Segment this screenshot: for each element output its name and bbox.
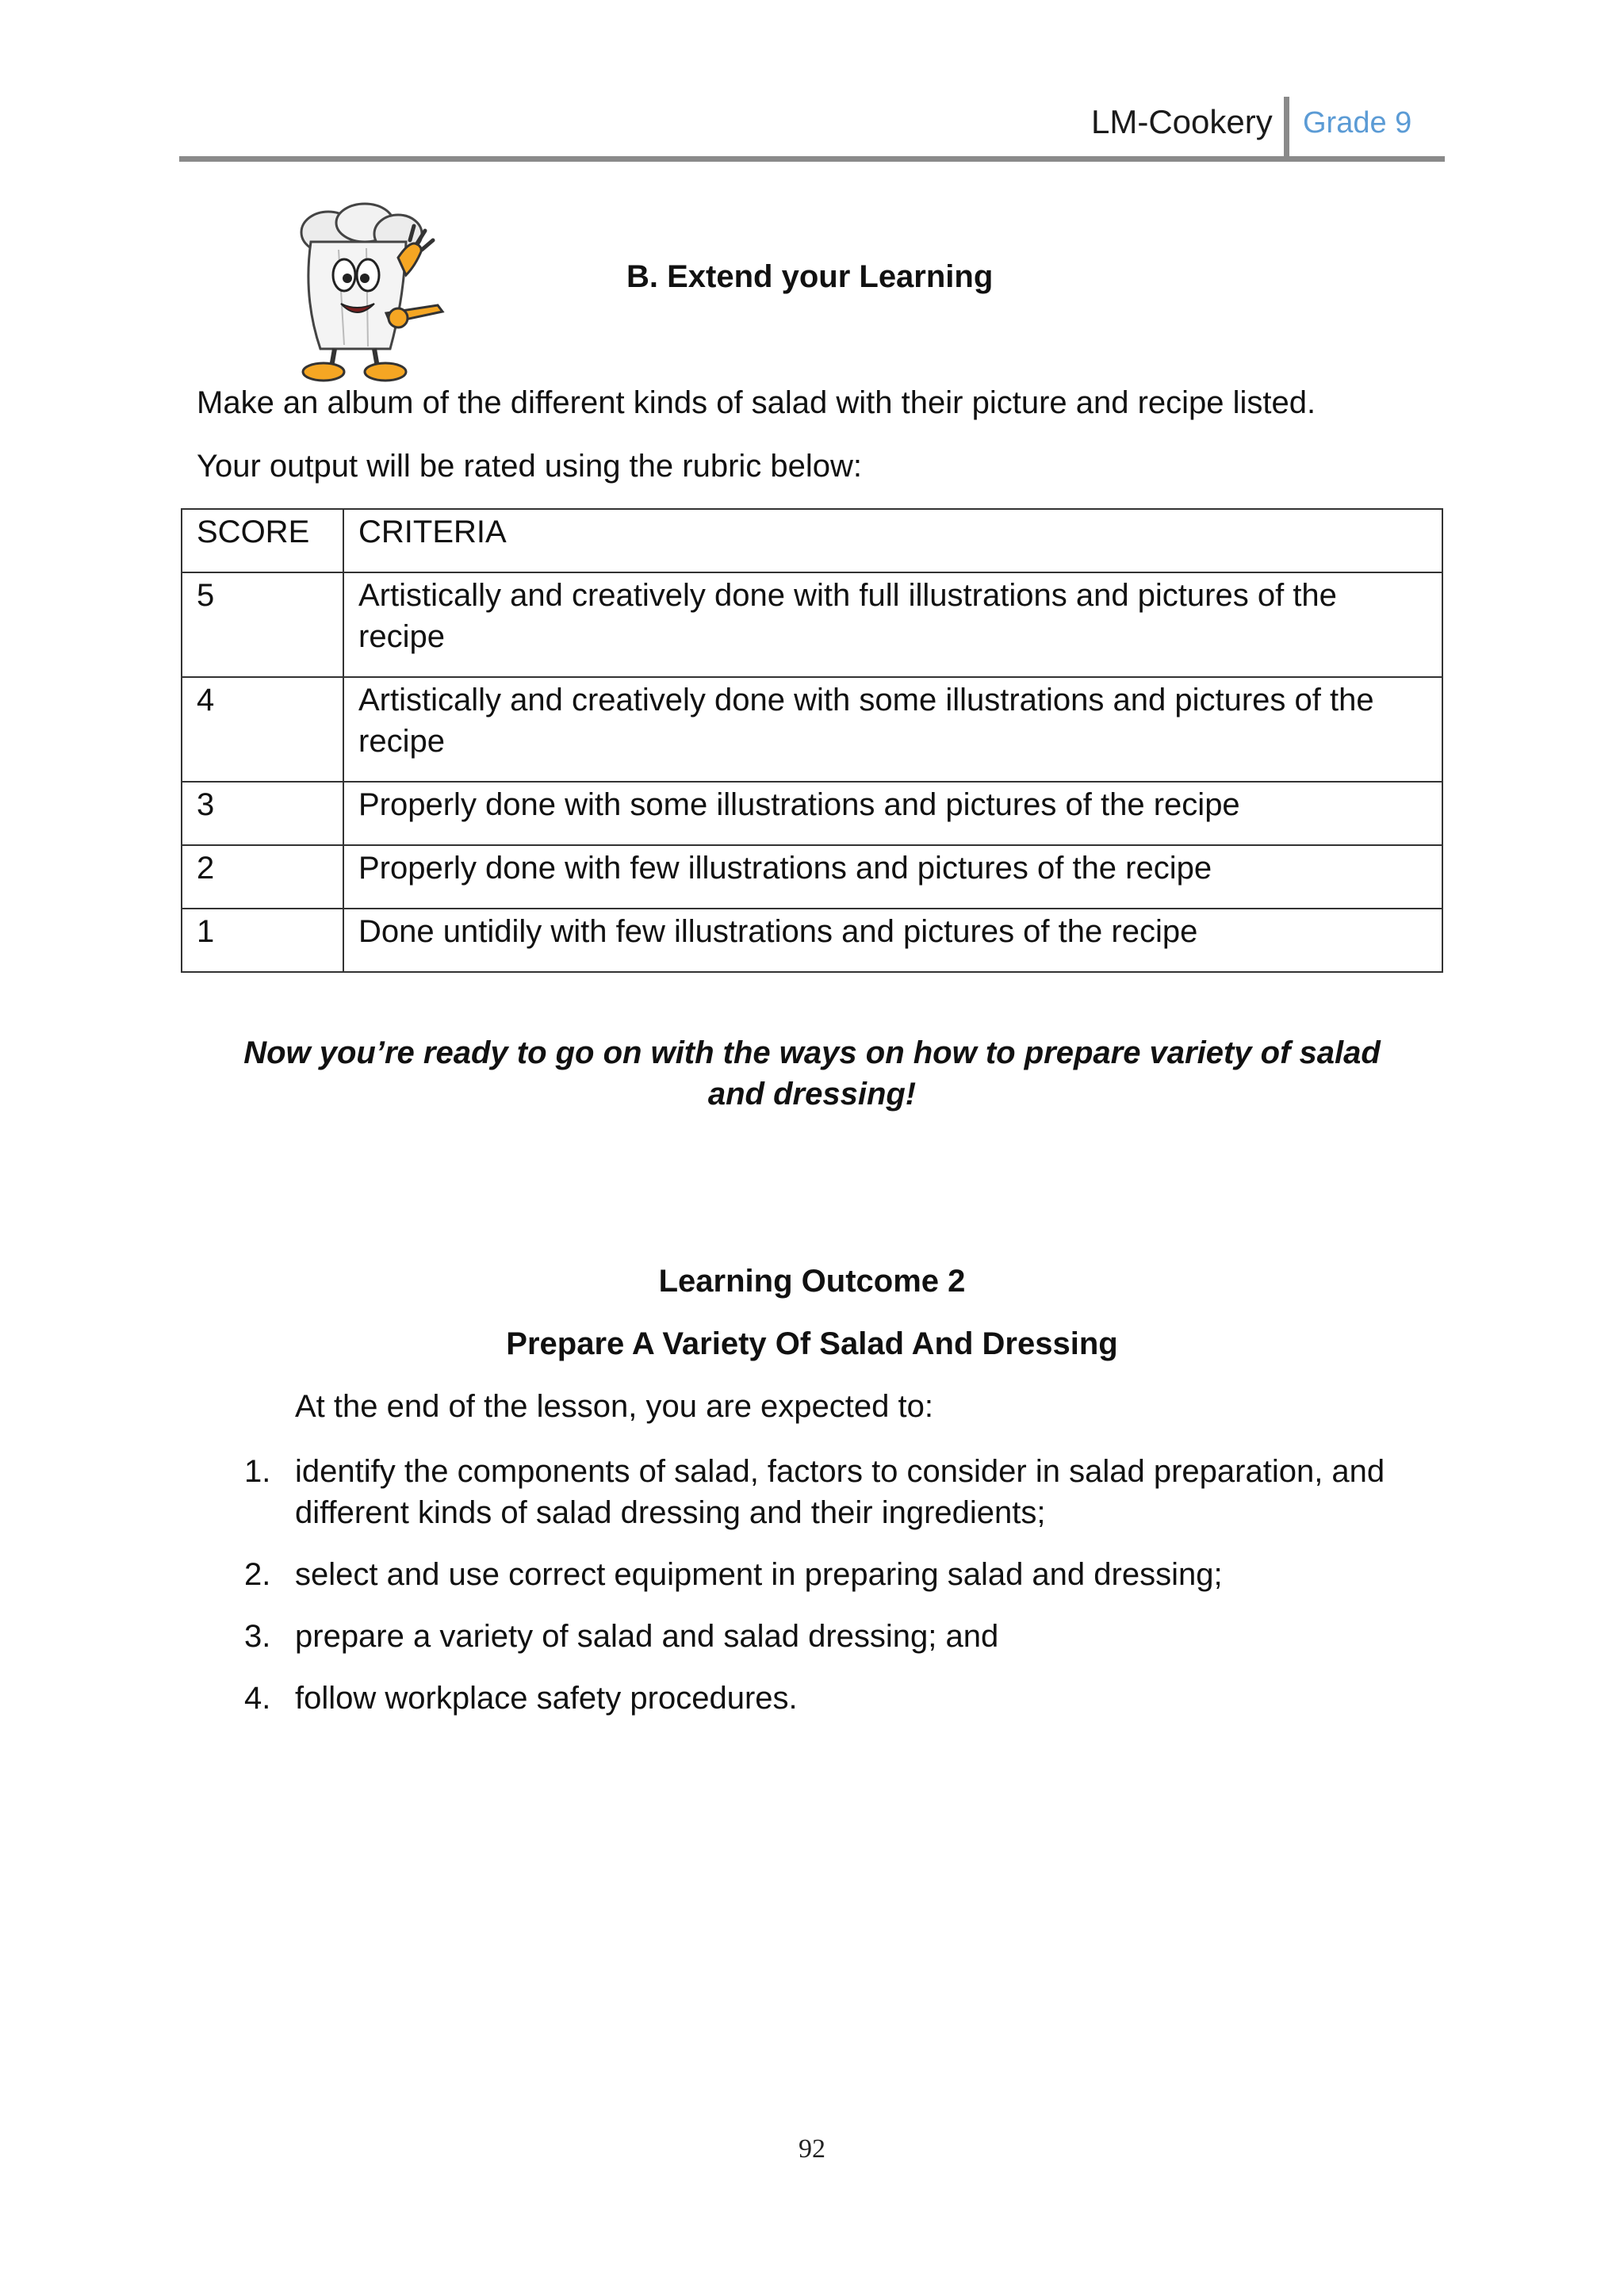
- header-grade: Grade 9: [1303, 106, 1412, 140]
- chef-hat-mascot-icon: [279, 202, 454, 385]
- column-header-score: SCORE: [182, 509, 343, 572]
- score-cell: 3: [182, 782, 343, 845]
- table-row: [182, 782, 1442, 845]
- criteria-cell: Properly done with few illustrations and pictures of the recipe: [343, 845, 1442, 909]
- closing-line-2: and dressing!: [707, 1077, 917, 1112]
- list-item-number: 3.: [244, 1619, 271, 1654]
- table-row: [182, 845, 1442, 909]
- table-row: [182, 677, 1442, 782]
- list-item-text-cont: different kinds of salad dressing and their ingredients;: [295, 1495, 1046, 1530]
- outcome-title: Learning Outcome 2: [658, 1264, 966, 1299]
- list-item-text: select and use correct equipment in preparing salad and dressing;: [295, 1557, 1223, 1592]
- closing-line-1: Now you’re ready to go on with the ways on how to prepare variety of salad: [243, 1035, 1381, 1070]
- criteria-cell: Artistically and creatively done with some illustrations and pictures of the recipe: [343, 677, 1442, 782]
- criteria-cell: Done untidily with few illustrations and pictures of the recipe: [343, 909, 1442, 972]
- score-cell: 2: [182, 845, 343, 909]
- table-header-row: [182, 509, 1442, 572]
- header-rule: [179, 156, 1445, 162]
- list-item: [238, 1451, 1443, 1533]
- list-item-text: prepare a variety of salad and salad dressing; and: [295, 1619, 999, 1654]
- list-item: [238, 1678, 1443, 1719]
- page-number: 92: [799, 2134, 825, 2164]
- list-item-number: 1.: [244, 1454, 271, 1489]
- table-row: [182, 909, 1442, 972]
- rubric-intro-text: Your output will be rated using the rubric below:: [197, 449, 863, 484]
- section-title: B. Extend your Learning: [626, 259, 994, 294]
- closing-statement: [181, 1032, 1443, 1115]
- list-item: [238, 1554, 1443, 1595]
- outcome-intro: At the end of the lesson, you are expected to:: [295, 1389, 933, 1424]
- table-row: [182, 572, 1442, 677]
- list-item-text: follow workplace safety procedures.: [295, 1681, 798, 1716]
- rubric-table: [181, 508, 1443, 973]
- list-item-number: 2.: [244, 1557, 271, 1592]
- score-cell: 5: [182, 572, 343, 677]
- outcome-subtitle: Prepare A Variety Of Salad And Dressing: [506, 1326, 1118, 1361]
- score-cell: 1: [182, 909, 343, 972]
- header-title: LM-Cookery: [1091, 103, 1273, 140]
- list-item-number: 4.: [244, 1681, 271, 1716]
- header-divider: [1284, 97, 1289, 157]
- list-item-text: identify the components of salad, factors to consider in salad preparation, and: [295, 1454, 1385, 1489]
- instruction-text: Make an album of the different kinds of salad with their picture and recipe listed.: [197, 385, 1316, 420]
- list-item: [238, 1616, 1443, 1657]
- criteria-cell: Artistically and creatively done with full illustrations and pictures of the recipe: [343, 572, 1442, 677]
- objectives-list: [238, 1451, 1443, 1739]
- criteria-cell: Properly done with some illustrations and pictures of the recipe: [343, 782, 1442, 845]
- score-cell: 4: [182, 677, 343, 782]
- column-header-criteria: CRITERIA: [343, 509, 1442, 572]
